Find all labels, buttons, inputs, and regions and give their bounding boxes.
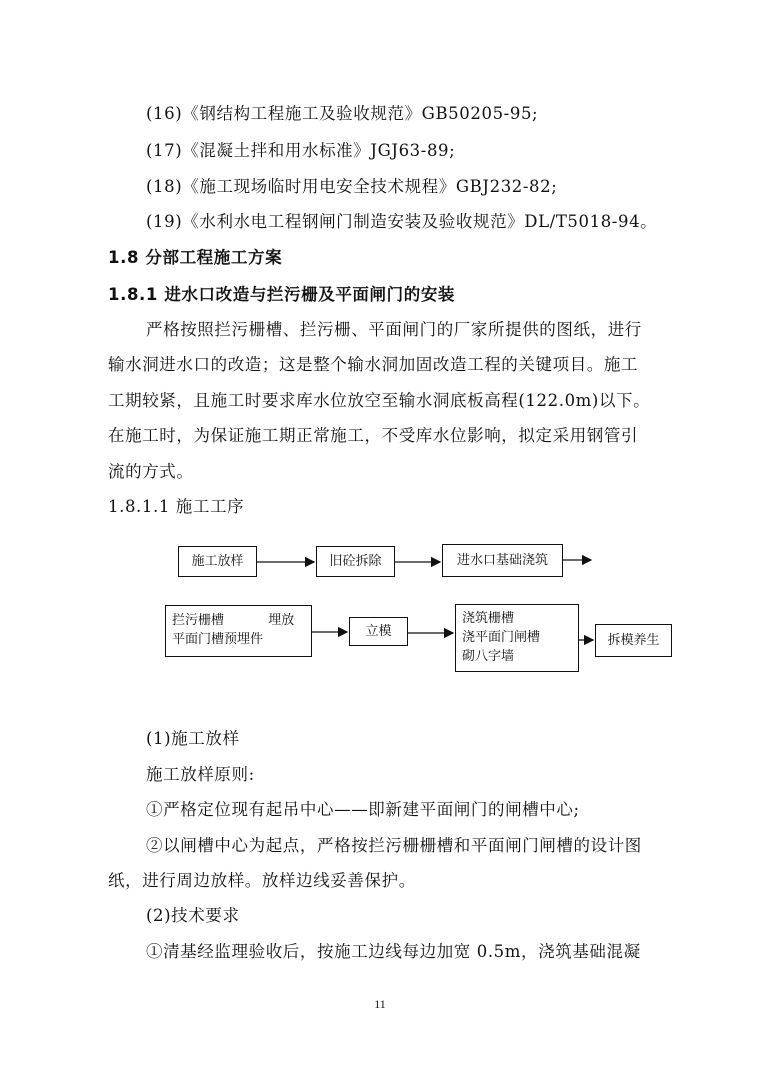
flow-box-embedded-parts-line1-b: 埋放: [268, 613, 295, 628]
reference-17: (17)《混凝土拌和用水标准》JGJ63-89;: [146, 141, 456, 160]
flow-box-embedded-parts-line1-a: 拦污栅槽: [172, 613, 225, 628]
sub1-title: (1)施工放样: [146, 729, 240, 748]
section-heading-1-8-1: 1.8.1 进水口改造与拦污栅及平面闸门的安装: [108, 285, 456, 304]
sub2-item1: ①清基经监理验收后，按施工边线每边加宽 0.5m，浇筑基础混凝: [146, 942, 641, 961]
sub1-principle: 施工放样原则:: [146, 765, 255, 784]
reference-19: (19)《水利水电工程钢闸门制造安装及验收规范》DL/T5018-94。: [146, 212, 658, 231]
intro-line-4: 在施工时，为保证施工期正常施工，不受库水位影响，拟定采用钢管引: [108, 426, 639, 445]
flow-box-formwork-label: 立模: [365, 624, 392, 639]
page-number: 11: [374, 997, 386, 1011]
section-heading-1-8: 1.8 分部工程施工方案: [108, 248, 283, 267]
flow-box-embedded-parts-line2: 平面门槽预埋件: [172, 632, 264, 647]
intro-line-2: 输水洞进水口的改造；这是整个输水洞加固改造工程的关键项目。施工: [108, 355, 639, 374]
sub1-item2-line2: 纸，进行周边放样。放样边线妥善保护。: [108, 871, 416, 890]
flow-box-demolition-label: 旧砼拆除: [329, 554, 382, 569]
flow-box-foundation-pour-label: 进水口基础浇筑: [456, 553, 548, 568]
reference-16: (16)《钢结构工程施工及验收规范》GB50205-95;: [146, 104, 539, 123]
flow-box-pour-slots-line2: 浇平面门闸槽: [462, 630, 541, 645]
intro-line-5: 流的方式。: [108, 462, 194, 481]
sub1-item1: ①严格定位现有起吊中心——即新建平面闸门的闸槽中心;: [146, 800, 580, 819]
sub1-item2-line1: ②以闸槽中心为起点，严格按拦污栅栅槽和平面闸门闸槽的设计图: [146, 836, 642, 855]
reference-18: (18)《施工现场临时用电安全技术规程》GBJ232-82;: [146, 177, 558, 196]
flow-box-pour-slots-line1: 浇筑栅槽: [462, 611, 515, 626]
intro-line-3: 工期较紧，且施工时要求库水位放空至输水洞底板高程(122.0m)以下。: [108, 391, 651, 410]
flow-box-curing-label: 拆模养生: [607, 633, 660, 648]
intro-line-1: 严格按照拦污栅槽、拦污栅、平面闸门的厂家所提供的图纸，进行: [146, 320, 642, 339]
section-heading-1-8-1-1: 1.8.1.1 施工工序: [108, 497, 245, 516]
sub2-title: (2)技术要求: [146, 906, 240, 925]
flow-box-pour-slots-line3: 砌八字墙: [462, 649, 515, 664]
flow-box-layout-label: 施工放样: [191, 554, 244, 569]
